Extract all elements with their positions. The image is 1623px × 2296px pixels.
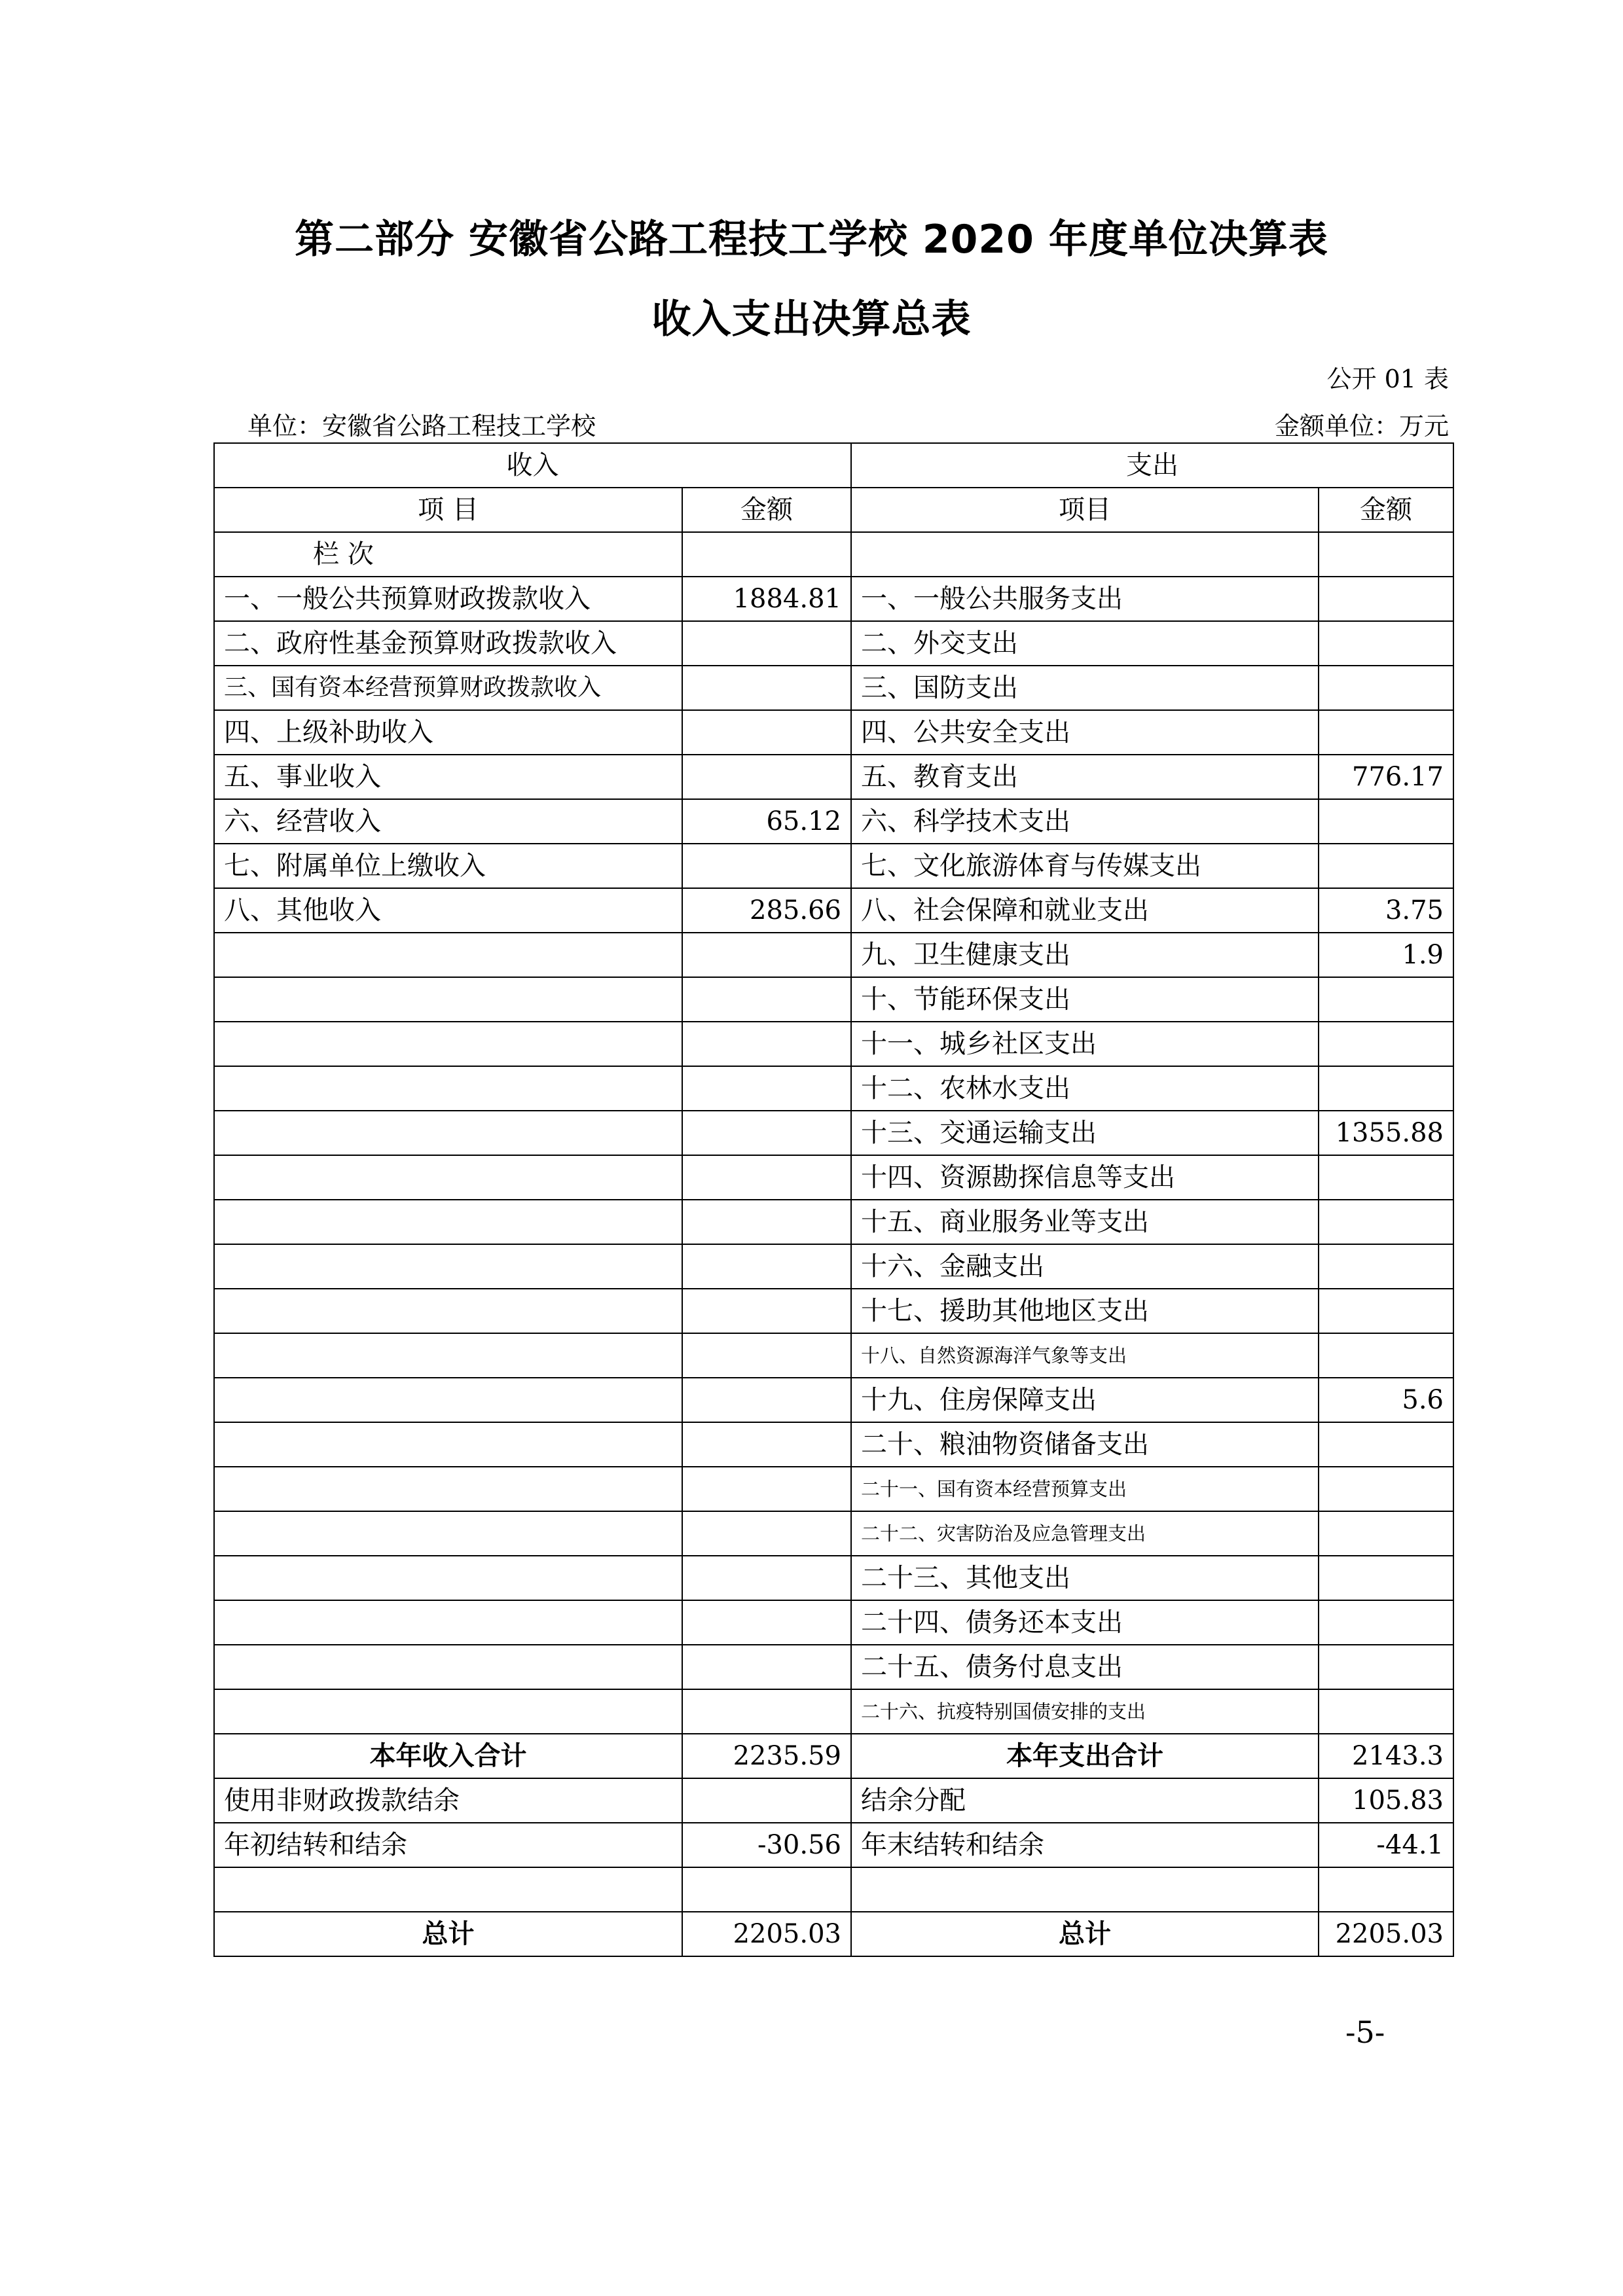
table-row <box>214 1155 1453 1200</box>
income-item-header: 项 目 <box>214 488 682 532</box>
income-item <box>214 1600 682 1645</box>
income-item: 一、一般公共预算财政拨款收入 <box>214 577 682 621</box>
expense-amount <box>1319 1333 1453 1378</box>
expense-amount <box>1319 1645 1453 1689</box>
income-item: 五、事业收入 <box>214 755 682 799</box>
table-row <box>214 844 1453 888</box>
expense-amount: 1355.88 <box>1319 1111 1453 1155</box>
expense-amount <box>1319 710 1453 755</box>
income-item <box>214 1244 682 1289</box>
income-item <box>214 1022 682 1066</box>
table-row <box>214 1022 1453 1066</box>
order-label: 栏 次 <box>214 532 682 577</box>
order-row <box>214 532 1453 577</box>
expense-item <box>851 1867 1319 1912</box>
income-amount: -30.56 <box>682 1823 851 1867</box>
income-item <box>214 1467 682 1511</box>
table-row <box>214 1645 1453 1689</box>
table-row <box>214 1600 1453 1645</box>
income-item: 七、附属单位上缴收入 <box>214 844 682 888</box>
expense-item: 四、公共安全支出 <box>851 710 1319 755</box>
income-amount <box>682 933 851 977</box>
expense-year-total-amount: 2143.3 <box>1319 1734 1453 1778</box>
expense-item: 十四、资源勘探信息等支出 <box>851 1155 1319 1200</box>
income-year-total-amount: 2235.59 <box>682 1734 851 1778</box>
expense-item: 九、卫生健康支出 <box>851 933 1319 977</box>
expense-item: 十九、住房保障支出 <box>851 1378 1319 1422</box>
expense-item: 二十二、灾害防治及应急管理支出 <box>851 1511 1319 1556</box>
expense-amount <box>1319 799 1453 844</box>
income-amount: 65.12 <box>682 799 851 844</box>
table-row <box>214 710 1453 755</box>
expense-item: 十、节能环保支出 <box>851 977 1319 1022</box>
table-row <box>214 933 1453 977</box>
expense-amount <box>1319 1867 1453 1912</box>
expense-amount <box>1319 621 1453 666</box>
expense-amount: 5.6 <box>1319 1378 1453 1422</box>
income-amount <box>682 1556 851 1600</box>
income-amount <box>682 1111 851 1155</box>
income-item: 六、经营收入 <box>214 799 682 844</box>
expense-amount <box>1319 977 1453 1022</box>
expense-amount: 3.75 <box>1319 888 1453 933</box>
income-item <box>214 1066 682 1111</box>
income-item <box>214 1511 682 1556</box>
income-amount <box>682 844 851 888</box>
table-row <box>214 1467 1453 1511</box>
table-row <box>214 1111 1453 1155</box>
table-row <box>214 1289 1453 1333</box>
income-grand-total-label: 总计 <box>214 1912 682 1956</box>
income-amount <box>682 621 851 666</box>
year-total-row <box>214 1734 1453 1778</box>
table-row <box>214 799 1453 844</box>
income-amount <box>682 1689 851 1734</box>
expense-section-header: 支出 <box>851 443 1453 488</box>
expense-amount <box>1319 844 1453 888</box>
expense-grand-total-label: 总计 <box>851 1912 1319 1956</box>
expense-item: 年末结转和结余 <box>851 1823 1319 1867</box>
expense-item: 二、外交支出 <box>851 621 1319 666</box>
table-row <box>214 755 1453 799</box>
expense-amount <box>1319 577 1453 621</box>
expense-item: 十三、交通运输支出 <box>851 1111 1319 1155</box>
income-amount <box>682 1467 851 1511</box>
income-item <box>214 1289 682 1333</box>
expense-item: 五、教育支出 <box>851 755 1319 799</box>
income-section-header: 收入 <box>214 443 851 488</box>
income-amount-header: 金额 <box>682 488 851 532</box>
expense-amount <box>1319 666 1453 710</box>
expense-amount <box>1319 1511 1453 1556</box>
expense-amount <box>1319 1066 1453 1111</box>
income-item <box>214 1867 682 1912</box>
income-expense-table <box>213 442 1454 1957</box>
expense-item: 三、国防支出 <box>851 666 1319 710</box>
section-header-row <box>214 443 1453 488</box>
income-item <box>214 933 682 977</box>
income-item: 三、国有资本经营预算财政拨款收入 <box>214 666 682 710</box>
income-amount <box>682 1378 851 1422</box>
table-row <box>214 1867 1453 1912</box>
table-title: 收入支出决算总表 <box>651 296 972 342</box>
expense-item: 二十一、国有资本经营预算支出 <box>851 1467 1319 1511</box>
income-item <box>214 1689 682 1734</box>
table-row <box>214 1511 1453 1556</box>
table-row <box>214 1244 1453 1289</box>
income-item <box>214 1378 682 1422</box>
expense-year-total-label: 本年支出合计 <box>851 1734 1319 1778</box>
expense-amount: 776.17 <box>1319 755 1453 799</box>
expense-item: 一、一般公共服务支出 <box>851 577 1319 621</box>
income-amount <box>682 1244 851 1289</box>
expense-item: 二十四、债务还本支出 <box>851 1600 1319 1645</box>
income-item <box>214 1155 682 1200</box>
expense-amount <box>1319 1200 1453 1244</box>
table-row <box>214 1200 1453 1244</box>
form-number: 公开 01 表 <box>1326 365 1449 393</box>
income-amount <box>682 755 851 799</box>
income-amount <box>682 1645 851 1689</box>
expense-item: 十二、农林水支出 <box>851 1066 1319 1111</box>
income-item <box>214 1556 682 1600</box>
expense-item: 六、科学技术支出 <box>851 799 1319 844</box>
income-amount <box>682 1155 851 1200</box>
table-row <box>214 888 1453 933</box>
column-header-row <box>214 488 1453 532</box>
table-row <box>214 1066 1453 1111</box>
income-amount <box>682 1333 851 1378</box>
income-amount <box>682 1511 851 1556</box>
table-row <box>214 1556 1453 1600</box>
income-item: 四、上级补助收入 <box>214 710 682 755</box>
table-row <box>214 1823 1453 1867</box>
income-amount: 1884.81 <box>682 577 851 621</box>
income-item <box>214 1645 682 1689</box>
grand-total-row <box>214 1912 1453 1956</box>
expense-item: 二十五、债务付息支出 <box>851 1645 1319 1689</box>
expense-amount <box>1319 1467 1453 1511</box>
income-item: 二、政府性基金预算财政拨款收入 <box>214 621 682 666</box>
amount-unit-label: 金额单位：万元 <box>1274 412 1449 440</box>
expense-amount: -44.1 <box>1319 1823 1453 1867</box>
table-row <box>214 621 1453 666</box>
expense-amount <box>1319 1155 1453 1200</box>
table-row <box>214 666 1453 710</box>
expense-grand-total-amount: 2205.03 <box>1319 1912 1453 1956</box>
table-row <box>214 1689 1453 1734</box>
income-item: 使用非财政拨款结余 <box>214 1778 682 1823</box>
income-amount: 285.66 <box>682 888 851 933</box>
table-row <box>214 1778 1453 1823</box>
table-row <box>214 1378 1453 1422</box>
income-amount <box>682 710 851 755</box>
income-year-total-label: 本年收入合计 <box>214 1734 682 1778</box>
document-title: 第二部分 安徽省公路工程技工学校 2020 年度单位决算表 <box>295 217 1328 262</box>
expense-item: 二十、粮油物资储备支出 <box>851 1422 1319 1467</box>
expense-item: 八、社会保障和就业支出 <box>851 888 1319 933</box>
expense-amount <box>1319 1422 1453 1467</box>
expense-amount <box>1319 1556 1453 1600</box>
page-number: -5- <box>1345 2015 1385 2050</box>
unit-label: 单位：安徽省公路工程技工学校 <box>247 412 596 440</box>
expense-item: 十八、自然资源海洋气象等支出 <box>851 1333 1319 1378</box>
income-amount <box>682 977 851 1022</box>
income-grand-total-amount: 2205.03 <box>682 1912 851 1956</box>
income-amount <box>682 666 851 710</box>
expense-amount <box>1319 1244 1453 1289</box>
table-row <box>214 1333 1453 1378</box>
income-amount <box>682 1422 851 1467</box>
income-amount <box>682 1867 851 1912</box>
income-item <box>214 977 682 1022</box>
income-amount <box>682 1200 851 1244</box>
income-item: 年初结转和结余 <box>214 1823 682 1867</box>
expense-amount <box>1319 1689 1453 1734</box>
table-row <box>214 977 1453 1022</box>
expense-item: 十五、商业服务业等支出 <box>851 1200 1319 1244</box>
income-amount <box>682 1778 851 1823</box>
expense-amount-header: 金额 <box>1319 488 1453 532</box>
income-item <box>214 1111 682 1155</box>
income-item: 八、其他收入 <box>214 888 682 933</box>
expense-item: 十六、金融支出 <box>851 1244 1319 1289</box>
expense-amount: 1.9 <box>1319 933 1453 977</box>
expense-item: 七、文化旅游体育与传媒支出 <box>851 844 1319 888</box>
expense-amount <box>1319 1022 1453 1066</box>
expense-item: 十七、援助其他地区支出 <box>851 1289 1319 1333</box>
table-row <box>214 1422 1453 1467</box>
income-amount <box>682 1022 851 1066</box>
expense-item: 十一、城乡社区支出 <box>851 1022 1319 1066</box>
income-item <box>214 1422 682 1467</box>
income-amount <box>682 1289 851 1333</box>
income-amount <box>682 1066 851 1111</box>
expense-item-header: 项目 <box>851 488 1319 532</box>
table-row <box>214 577 1453 621</box>
expense-amount <box>1319 1289 1453 1333</box>
expense-amount: 105.83 <box>1319 1778 1453 1823</box>
expense-item: 二十六、抗疫特别国债安排的支出 <box>851 1689 1319 1734</box>
expense-item: 二十三、其他支出 <box>851 1556 1319 1600</box>
income-item <box>214 1200 682 1244</box>
expense-item: 结余分配 <box>851 1778 1319 1823</box>
expense-amount <box>1319 1600 1453 1645</box>
income-amount <box>682 1600 851 1645</box>
income-item <box>214 1333 682 1378</box>
